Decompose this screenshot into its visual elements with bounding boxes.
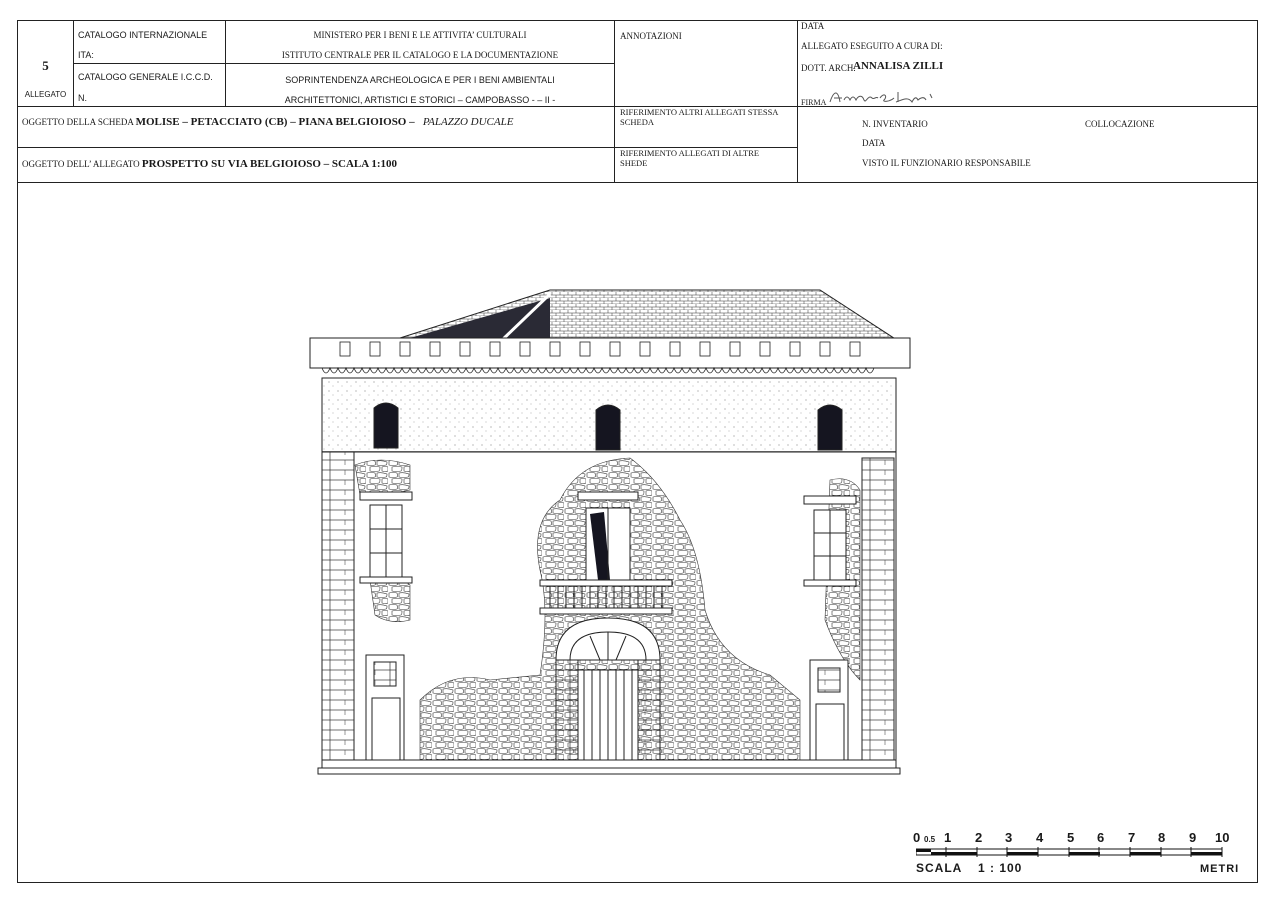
data2-label: DATA (862, 138, 886, 148)
catalog-international: CATALOGO INTERNAZIONALE (78, 30, 208, 40)
scale-tick-4: 4 (1036, 830, 1044, 845)
n-label: N. (78, 93, 87, 103)
allegato-number: 5 (42, 58, 49, 73)
scale-label: SCALA (916, 861, 963, 875)
data-col-divider (797, 20, 798, 183)
ministero: MINISTERO PER I BENI E LE ATTIVITA’ CULTURALI (313, 30, 527, 40)
rif-stessa-line2: SCHEDA (620, 117, 655, 127)
soprintendenza: SOPRINTENDENZA ARCHEOLOGICA E PER I BENI AMBIENTALI (285, 75, 555, 85)
scale-tick-2: 2 (975, 830, 983, 845)
facade-elevation-drawing (300, 280, 920, 790)
scale-unit: METRI (1200, 863, 1240, 875)
architettonici: ARCHITETTONICI, ARTISTICI E STORICI – CAMPOBASSO - – II - (284, 95, 556, 105)
header-left-border (17, 20, 18, 183)
scale-tick-9: 9 (1189, 830, 1197, 845)
collocazione: COLLOCAZIONE (1085, 119, 1155, 129)
oggetto-allegato-value: PROSPETTO SU VIA BELGIOIOSO – SCALA 1:100 (141, 158, 398, 170)
oggetto-allegato-label: OGGETTO DELL’ ALLEGATO (22, 159, 140, 169)
rif-stessa (620, 107, 778, 127)
catalog-divider (73, 63, 614, 64)
n-inventario: N. INVENTARIO (862, 119, 928, 129)
scale-tick-0-5: 0.5 (924, 835, 936, 844)
oggetto-scheda (22, 117, 513, 128)
dott-arch-label: DOTT. ARCH. (801, 63, 856, 73)
scale-tick-5: 5 (1067, 830, 1075, 845)
rif-altre-line1: RIFERIMENTO ALLEGATI DI ALTRE (620, 148, 760, 158)
allegato-label: ALLEGATO (24, 90, 67, 99)
frame-bottom (17, 882, 1258, 883)
eseguito-label: ALLEGATO ESEGUITO A CURA DI: (801, 41, 943, 51)
firma-label: FIRMA (801, 98, 827, 107)
rif-altre (620, 148, 759, 168)
oggetto-allegato (22, 159, 397, 170)
scale-tick-8: 8 (1158, 830, 1166, 845)
catalog-generale: CATALOGO GENERALE I.C.C.D. (78, 72, 213, 82)
oggetto-scheda-label: OGGETTO DELLA SCHEDA (22, 117, 134, 127)
scale-tick-10: 10 (1215, 830, 1230, 845)
data-label: DATA (801, 21, 825, 31)
annotazioni-divider (614, 20, 615, 183)
rif-stessa-line1: RIFERIMENTO ALTRI ALLEGATI STESSA (620, 107, 779, 117)
scale-tick-0: 0 (913, 830, 921, 845)
annotazioni: ANNOTAZIONI (620, 31, 682, 41)
frame-right (1257, 183, 1258, 883)
header-top-border (17, 20, 1258, 21)
allegato-divider (73, 20, 74, 107)
author-name: ANNALISA ZILLI (853, 60, 944, 72)
frame-left (17, 183, 18, 883)
signature (828, 86, 948, 113)
scale-bar-graphic (916, 847, 1226, 857)
ita-label: ITA: (78, 50, 94, 60)
rif-altre-line2: SHEDE (620, 158, 648, 168)
scale-tick-1: 1 (944, 830, 952, 845)
header-bottom-border (17, 182, 1258, 183)
istituto: ISTITUTO CENTRALE PER IL CATALOGO E LA DOCUMENTAZIONE (281, 50, 559, 60)
oggetto-scheda-value: MOLISE – PETACCIATO (CB) – PIANA BELGIOIOSO – (135, 116, 415, 128)
scale-ratio: 1 : 100 (978, 861, 1023, 875)
header-right-border (1257, 20, 1258, 183)
visto-funzionario: VISTO IL FUNZIONARIO RESPONSABILE (862, 158, 1031, 168)
scale-tick-7: 7 (1128, 830, 1136, 845)
scale-tick-3: 3 (1005, 830, 1013, 845)
scale-tick-6: 6 (1097, 830, 1105, 845)
scale-bar (910, 830, 1240, 878)
oggetto-scheda-italic: PALAZZO DUCALE (422, 116, 514, 128)
